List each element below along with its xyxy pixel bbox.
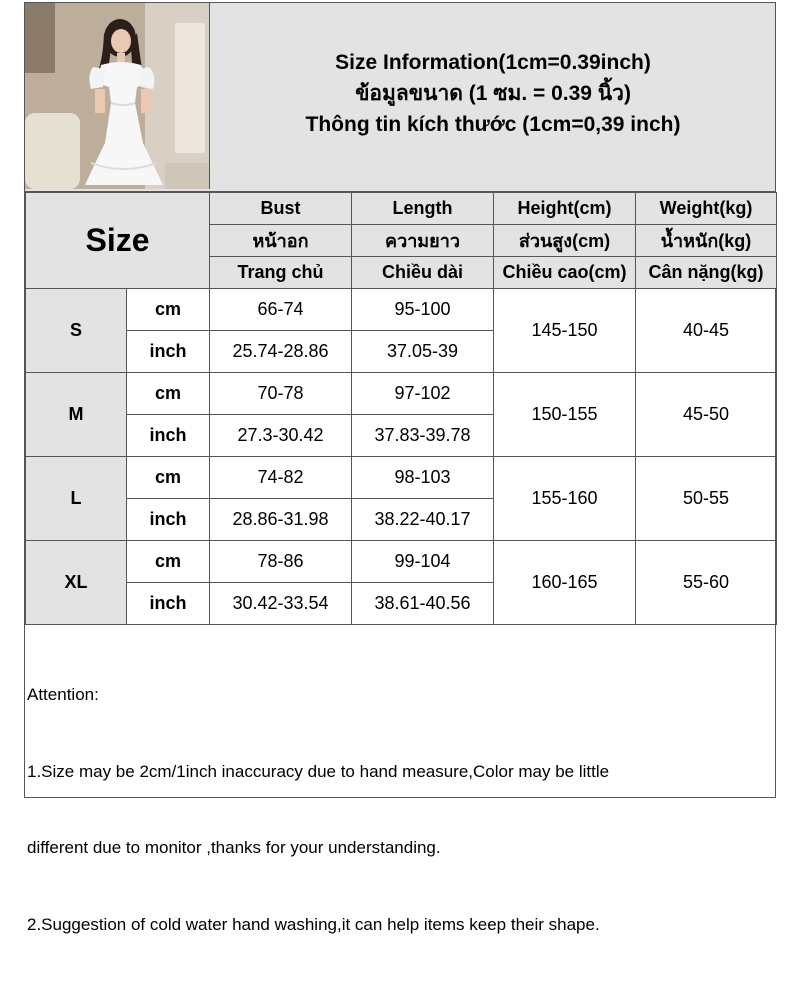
size-chart-sheet [24, 2, 776, 934]
unit-label: inch [127, 331, 210, 373]
length-value: 37.05-39 [352, 331, 494, 373]
header-row-english [26, 193, 777, 225]
product-photo [25, 3, 210, 189]
height-value: 155-160 [494, 457, 636, 541]
bust-header-vietnamese: Trang chủ [210, 257, 352, 289]
size-column-header: Size [26, 193, 210, 289]
header-band [25, 3, 775, 192]
table-row [26, 373, 777, 415]
weight-header-vietnamese: Cân nặng(kg) [636, 257, 777, 289]
height-value: 150-155 [494, 373, 636, 457]
table-row [26, 289, 777, 331]
bust-value: 78-86 [210, 541, 352, 583]
height-value: 145-150 [494, 289, 636, 373]
length-value: 98-103 [352, 457, 494, 499]
length-value: 37.83-39.78 [352, 415, 494, 457]
bust-value: 66-74 [210, 289, 352, 331]
bust-header-english: Bust [210, 193, 352, 225]
unit-label: cm [127, 289, 210, 331]
length-header-english: Length [352, 193, 494, 225]
notes-line: 1.Size may be 2cm/1inch inaccuracy due to hand measure,Color may be little [27, 761, 610, 781]
length-header-thai: ความยาว [352, 225, 494, 257]
weight-value: 55-60 [636, 541, 777, 625]
unit-label: cm [127, 457, 210, 499]
bust-value: 28.86-31.98 [210, 499, 352, 541]
unit-label: cm [127, 541, 210, 583]
table-row [26, 541, 777, 583]
length-value: 99-104 [352, 541, 494, 583]
unit-label: inch [127, 499, 210, 541]
bust-value: 30.42-33.54 [210, 583, 352, 625]
length-value: 97-102 [352, 373, 494, 415]
product-photo-illustration [25, 3, 209, 189]
height-value: 160-165 [494, 541, 636, 625]
weight-value: 40-45 [636, 289, 777, 373]
attention-notes [27, 631, 772, 988]
title-block [211, 47, 775, 140]
unit-label: inch [127, 583, 210, 625]
weight-value: 50-55 [636, 457, 777, 541]
weight-value: 45-50 [636, 373, 777, 457]
bust-value: 27.3-30.42 [210, 415, 352, 457]
table-row [26, 457, 777, 499]
title-vietnamese: Thông tin kích thước (1cm=0,39 inch) [305, 113, 681, 136]
notes-line: different due to monitor ,thanks for your understanding. [27, 838, 441, 857]
weight-header-english: Weight(kg) [636, 193, 777, 225]
title-thai: ข้อมูลขนาด (1 ซม. = 0.39 นิ้ว) [355, 82, 631, 105]
size-label: M [26, 373, 127, 457]
length-header-vietnamese: Chiều dài [352, 257, 494, 289]
notes-line: 2.Suggestion of cold water hand washing,it can help items keep their shape. [27, 914, 600, 934]
size-label: S [26, 289, 127, 373]
size-label: L [26, 457, 127, 541]
unit-label: cm [127, 373, 210, 415]
bust-header-thai: หน้าอก [210, 225, 352, 257]
title-english: Size Information(1cm=0.39inch) [335, 51, 651, 74]
height-header-thai: ส่วนสูง(cm) [494, 225, 636, 257]
size-table [25, 192, 777, 625]
notes-heading: Attention: [27, 685, 99, 704]
length-value: 38.61-40.56 [352, 583, 494, 625]
height-header-english: Height(cm) [494, 193, 636, 225]
height-header-vietnamese: Chiều cao(cm) [494, 257, 636, 289]
bust-value: 25.74-28.86 [210, 331, 352, 373]
length-value: 38.22-40.17 [352, 499, 494, 541]
unit-label: inch [127, 415, 210, 457]
size-label: XL [26, 541, 127, 625]
bust-value: 74-82 [210, 457, 352, 499]
length-value: 95-100 [352, 289, 494, 331]
bust-value: 70-78 [210, 373, 352, 415]
weight-header-thai: น้ำหนัก(kg) [636, 225, 777, 257]
